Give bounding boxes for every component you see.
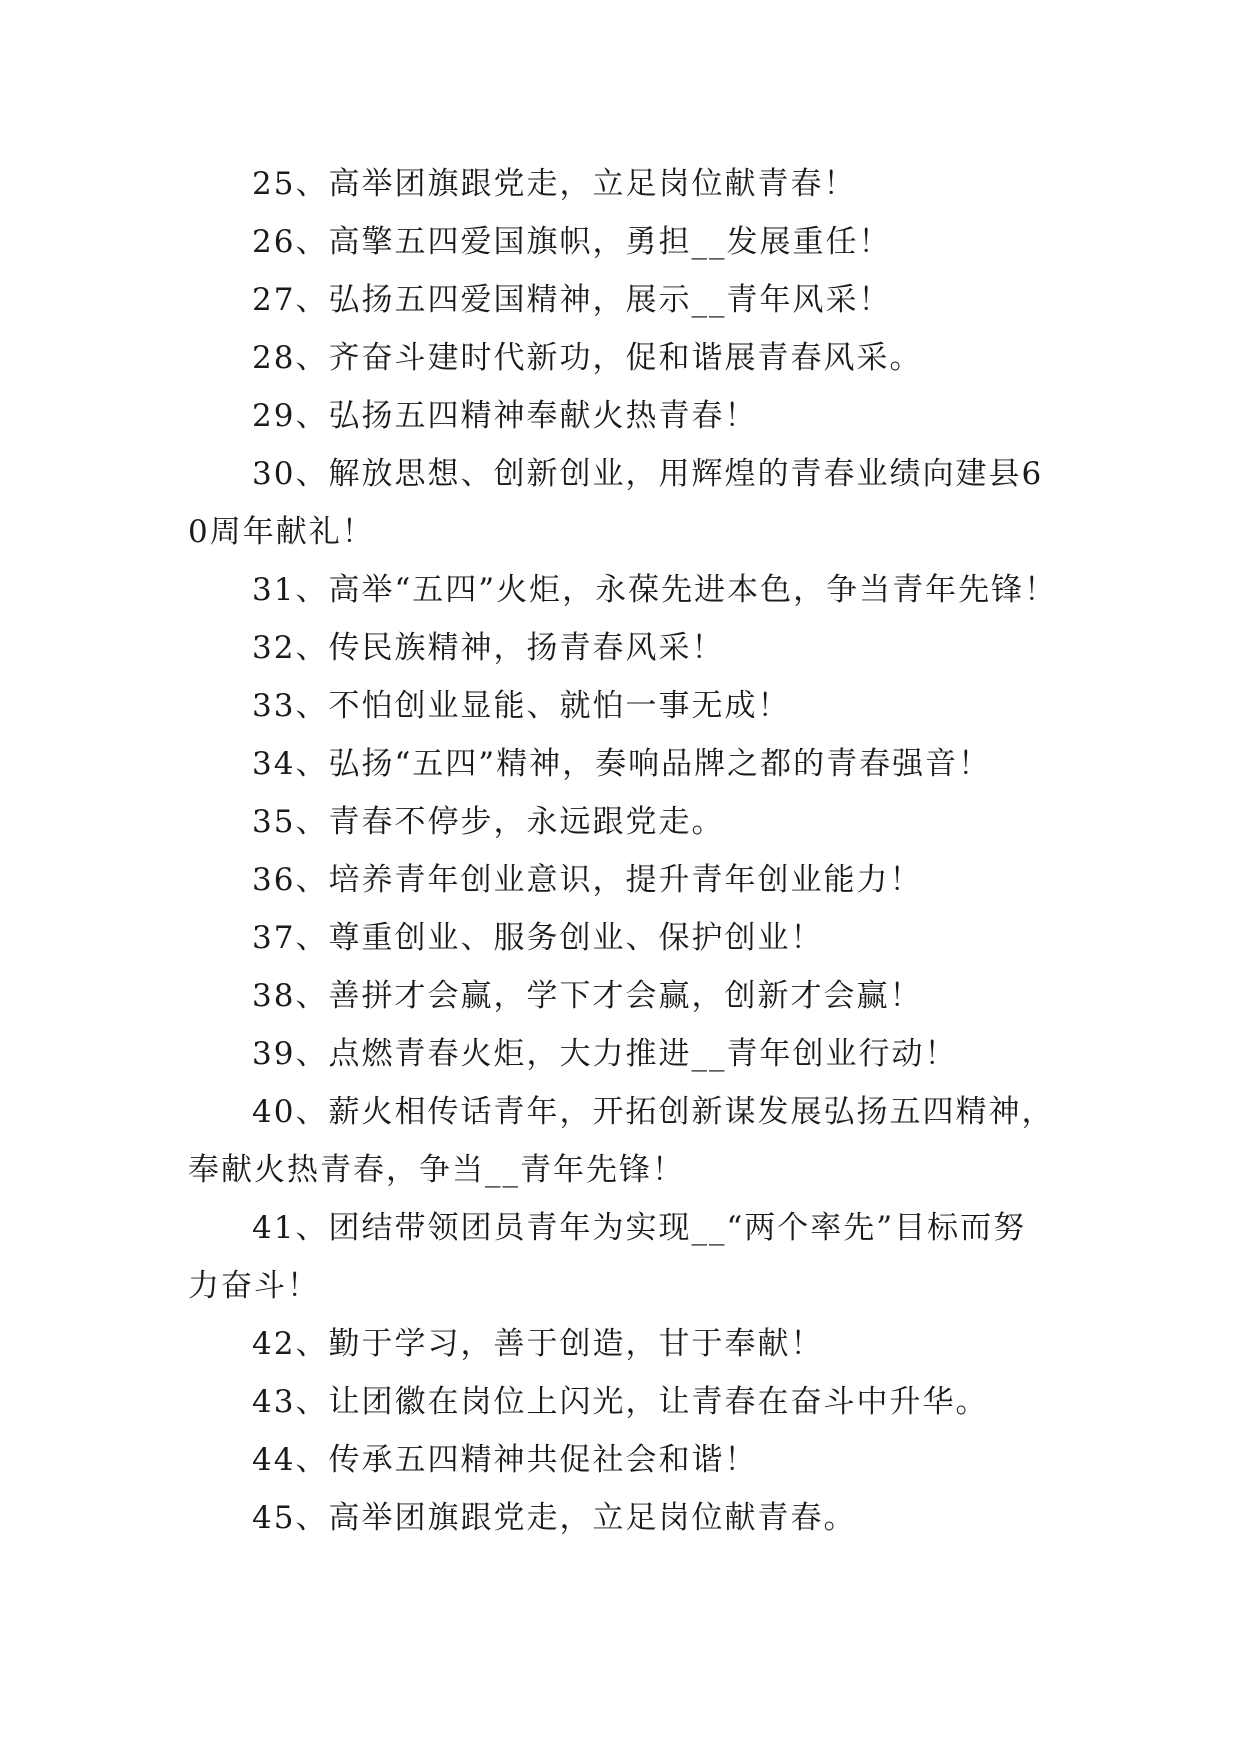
- list-item: 29、弘扬五四精神奉献火热青春！: [252, 398, 758, 434]
- list-item: 28、齐奋斗建时代新功，促和谐展青春风采。: [252, 340, 923, 376]
- list-item: 33、不怕创业显能、就怕一事无成！: [252, 688, 791, 724]
- list-item: 45、高举团旗跟党走，立足岗位献青春。: [252, 1500, 857, 1536]
- list-item: 40、薪火相传话青年，开拓创新谋发展弘扬五四精神，奉献火热青春，争当__青年先锋！: [188, 1094, 1055, 1188]
- list-item: 27、弘扬五四爱国精神，展示__青年风采！: [252, 282, 892, 318]
- list-item: 34、弘扬“五四”精神，奏响品牌之都的青春强音！: [252, 746, 992, 782]
- list-item: 42、勤于学习，善于创造，甘于奉献！: [252, 1326, 824, 1362]
- list-item: 37、尊重创业、服务创业、保护创业！: [252, 920, 824, 956]
- list-item: 25、高举团旗跟党走，立足岗位献青春！: [252, 166, 857, 202]
- list-item: 41、团结带领团员青年为实现__“两个率先”目标而努力奋斗！: [188, 1210, 1027, 1304]
- list-item: 30、解放思想、创新创业，用辉煌的青春业绩向建县60周年献礼！: [188, 456, 1044, 550]
- list-item: 31、高举“五四”火炬，永葆先进本色，争当青年先锋！: [252, 572, 1058, 608]
- list-item: 26、高擎五四爱国旗帜，勇担__发展重任！: [252, 224, 892, 260]
- list-item: 43、让团徽在岗位上闪光，让青春在奋斗中升华。: [252, 1384, 989, 1420]
- list-item: 38、善拼才会赢，学下才会赢，创新才会赢！: [252, 978, 923, 1014]
- slogan-list: [188, 155, 1058, 1547]
- list-item: 36、培养青年创业意识，提升青年创业能力！: [252, 862, 923, 898]
- list-item: 35、青春不停步，永远跟党走。: [252, 804, 725, 840]
- list-item: 39、点燃青春火炬，大力推进__青年创业行动！: [252, 1036, 958, 1072]
- list-item: 32、传民族精神，扬青春风采！: [252, 630, 725, 666]
- list-item: 44、传承五四精神共促社会和谐！: [252, 1442, 758, 1478]
